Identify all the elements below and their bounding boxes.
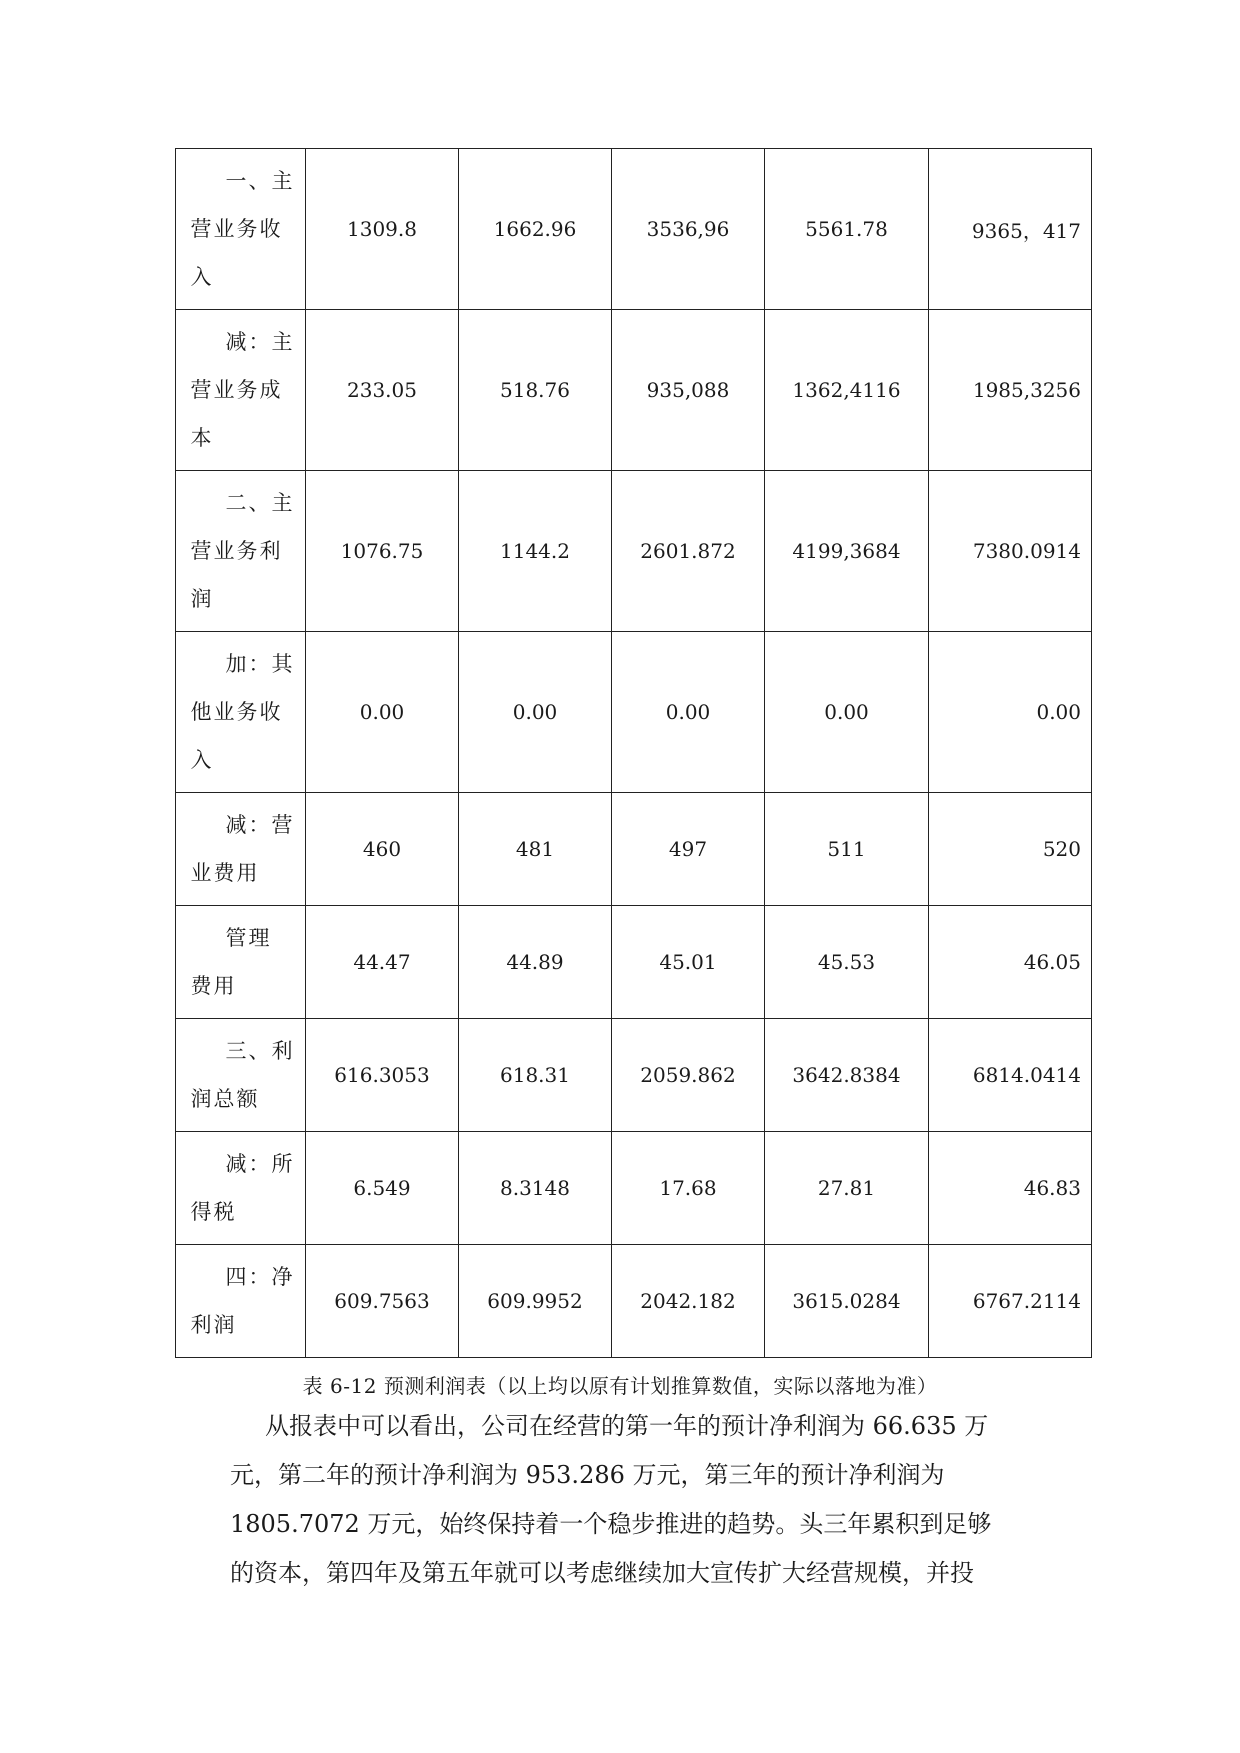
paragraph-line: 1805.7072 万元，始终保持着一个稳步推进的趋势。头三年累积到足够 <box>230 1510 992 1538</box>
year-1-value-cell: 1309.8 <box>306 149 459 310</box>
table-row <box>176 632 1092 793</box>
row-label <box>191 914 291 1010</box>
row-label <box>190 479 295 623</box>
row-label-line: 减：营 <box>225 813 295 837</box>
year-1-value-cell: 44.47 <box>306 906 459 1019</box>
year-4-value-cell: 511 <box>765 793 929 906</box>
row-label-line: 费用 <box>190 974 237 998</box>
paragraph-line: 从报表中可以看出，公司在经营的第一年的预计净利润为 66.635 万 <box>265 1412 989 1440</box>
year-1-value-cell: 616.3053 <box>306 1019 459 1132</box>
row-label-line: 入 <box>190 748 214 772</box>
year-2-value-cell: 0.00 <box>459 632 612 793</box>
row-label-cell <box>176 310 306 471</box>
year-5-value-cell: 520 <box>929 793 1092 906</box>
table-row <box>176 793 1092 906</box>
row-label-line: 营业务成 <box>190 378 283 402</box>
year-4-value-cell: 0.00 <box>765 632 929 793</box>
profit-forecast-table <box>175 148 1092 1358</box>
year-3-value-cell: 17.68 <box>612 1132 765 1245</box>
year-1-value-cell: 460 <box>306 793 459 906</box>
year-5-value-cell: 6814.0414 <box>929 1019 1092 1132</box>
year-1-value-cell: 6.549 <box>306 1132 459 1245</box>
year-4-value-cell: 3615.0284 <box>765 1245 929 1358</box>
year-1-value-cell: 0.00 <box>306 632 459 793</box>
row-label-line: 润总额 <box>190 1087 260 1111</box>
year-1-value-cell: 609.7563 <box>306 1245 459 1358</box>
row-label-cell <box>176 471 306 632</box>
row-label-line: 得税 <box>190 1200 237 1224</box>
year-3-value-cell: 3536,96 <box>612 149 765 310</box>
year-5-value-cell: 46.05 <box>929 906 1092 1019</box>
year-3-value-cell: 45.01 <box>612 906 765 1019</box>
table-row <box>176 906 1092 1019</box>
row-label-line: 三、利 <box>225 1039 295 1063</box>
table-row <box>176 471 1092 632</box>
year-5-value-cell: 9365，417 <box>929 149 1092 310</box>
row-label-cell <box>176 632 306 793</box>
table-row <box>176 1132 1092 1245</box>
row-label-line: 减：所 <box>225 1152 295 1176</box>
row-label-line: 他业务收 <box>190 700 283 724</box>
row-label-line: 润 <box>190 587 214 611</box>
row-label-line: 四：净 <box>225 1265 295 1289</box>
year-3-value-cell: 0.00 <box>612 632 765 793</box>
year-5-value-cell: 46.83 <box>929 1132 1092 1245</box>
row-label <box>190 640 295 784</box>
year-1-value-cell: 233.05 <box>306 310 459 471</box>
year-2-value-cell: 8.3148 <box>459 1132 612 1245</box>
row-label-cell <box>176 906 306 1019</box>
row-label-line: 本 <box>190 426 214 450</box>
year-3-value-cell: 497 <box>612 793 765 906</box>
table-row <box>176 1245 1092 1358</box>
row-label-cell <box>176 149 306 310</box>
year-3-value-cell: 2059.862 <box>612 1019 765 1132</box>
year-2-value-cell: 1662.96 <box>459 149 612 310</box>
row-label-line: 利润 <box>190 1313 237 1337</box>
row-label <box>190 1140 295 1236</box>
year-2-value-cell: 609.9952 <box>459 1245 612 1358</box>
row-label-line: 一、主 <box>225 169 295 193</box>
year-5-value-cell: 0.00 <box>929 632 1092 793</box>
year-4-value-cell: 1362,4116 <box>765 310 929 471</box>
row-label-cell <box>176 1132 306 1245</box>
year-4-value-cell: 45.53 <box>765 906 929 1019</box>
row-label <box>190 801 295 897</box>
year-5-value-cell: 1985,3256 <box>929 310 1092 471</box>
table-row <box>176 310 1092 471</box>
year-4-value-cell: 3642.8384 <box>765 1019 929 1132</box>
row-label <box>190 157 295 301</box>
row-label-line: 管理 <box>225 926 272 950</box>
table-body <box>176 149 1092 1358</box>
year-5-value-cell: 6767.2114 <box>929 1245 1092 1358</box>
year-2-value-cell: 1144.2 <box>459 471 612 632</box>
year-3-value-cell: 935,088 <box>612 310 765 471</box>
row-label <box>190 1253 295 1349</box>
row-label-line: 营业务利 <box>190 539 283 563</box>
row-label-line: 加：其 <box>225 652 295 676</box>
row-label <box>190 318 295 462</box>
year-3-value-cell: 2601.872 <box>612 471 765 632</box>
row-label-line: 二、主 <box>225 491 295 515</box>
row-label-line: 业费用 <box>190 861 260 885</box>
row-label-line: 营业务收 <box>190 217 283 241</box>
table-caption: 表 6-12 预测利润表（以上均以原有计划推算数值，实际以落地为准） <box>302 1374 938 1398</box>
paragraph-line: 元，第二年的预计净利润为 953.286 万元，第三年的预计净利润为 <box>230 1461 945 1489</box>
year-5-value-cell: 7380.0914 <box>929 471 1092 632</box>
row-label-cell <box>176 1019 306 1132</box>
year-2-value-cell: 618.31 <box>459 1019 612 1132</box>
paragraph-line: 的资本，第四年及第五年就可以考虑继续加大宣传扩大经营规模，并投 <box>230 1559 974 1587</box>
year-4-value-cell: 27.81 <box>765 1132 929 1245</box>
row-label <box>190 1027 295 1123</box>
year-2-value-cell: 518.76 <box>459 310 612 471</box>
year-1-value-cell: 1076.75 <box>306 471 459 632</box>
year-4-value-cell: 4199,3684 <box>765 471 929 632</box>
table-row <box>176 1019 1092 1132</box>
row-label-cell <box>176 1245 306 1358</box>
row-label-line: 减：主 <box>225 330 295 354</box>
year-3-value-cell: 2042.182 <box>612 1245 765 1358</box>
row-label-line: 入 <box>190 265 214 289</box>
row-label-cell <box>176 793 306 906</box>
year-2-value-cell: 481 <box>459 793 612 906</box>
year-4-value-cell: 5561.78 <box>765 149 929 310</box>
table-row <box>176 149 1092 310</box>
body-paragraph <box>230 1402 1050 1598</box>
year-2-value-cell: 44.89 <box>459 906 612 1019</box>
